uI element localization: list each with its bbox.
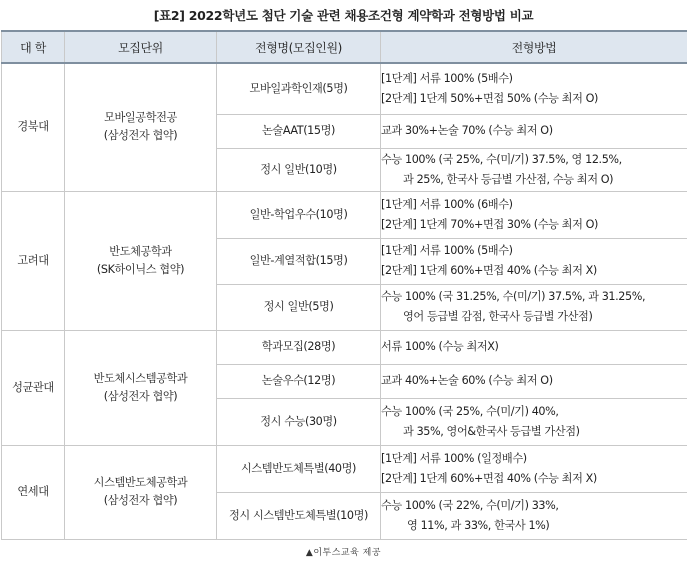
method-cell — [381, 364, 687, 398]
method-cell — [381, 63, 687, 114]
admission-cell: 모바일과학인재(5명) — [217, 63, 381, 114]
header-univ: 대 학 — [2, 31, 65, 63]
method-cell — [381, 492, 687, 539]
dept-name: 시스템반도체공학과 — [93, 476, 188, 489]
method-cell — [381, 398, 687, 445]
univ-cell: 고려대 — [2, 191, 65, 330]
method-line: [2단계] 1단계 60%+면접 40% (수능 최저 X) — [381, 264, 597, 277]
admission-cell: 정시 시스템반도체특별(10명) — [217, 492, 381, 539]
table-row — [2, 63, 687, 114]
method-line: [2단계] 1단계 60%+면접 40% (수능 최저 X) — [381, 471, 597, 485]
source-credit: ▲이투스교육 제공 — [305, 548, 382, 558]
method-cell — [381, 445, 687, 492]
dept-cell — [65, 63, 217, 191]
dept-name: 반도체공학과 — [109, 244, 172, 258]
header-admission: 전형명(모집인원) — [217, 31, 381, 63]
dept-cell — [65, 191, 217, 330]
dept-cell — [65, 330, 217, 445]
method-line: 수능 100% (국 31.25%, 수(미/기) 37.5%, 과 31.25%, — [381, 290, 646, 303]
comparison-table — [1, 30, 687, 540]
method-line: 서류 100% (수능 최저X) — [381, 340, 499, 353]
method-line: 과 25%, 한국사 등급별 가산점, 수능 최저 O) — [403, 172, 614, 186]
method-line: [1단계] 서류 100% (6배수) — [381, 197, 513, 211]
method-line: 교과 40%+논술 60% (수능 최저 O) — [381, 374, 553, 387]
dept-cell — [65, 445, 217, 539]
method-line: 과 35%, 영어&한국사 등급별 가산점) — [403, 424, 580, 438]
method-line: [2단계] 1단계 70%+면접 30% (수능 최저 O) — [381, 217, 599, 231]
method-cell — [381, 284, 687, 330]
header-method: 전형방법 — [381, 31, 687, 63]
method-line: [1단계] 서류 100% (5배수) — [381, 71, 513, 85]
dept-partner: (삼성전자 협약) — [103, 389, 178, 403]
admission-cell: 시스템반도체특별(40명) — [217, 445, 381, 492]
dept-name: 반도체시스템공학과 — [93, 371, 188, 385]
method-line: [1단계] 서류 100% (일정배수) — [381, 451, 527, 465]
table-row — [2, 445, 687, 492]
admission-cell: 학과모집(28명) — [217, 330, 381, 364]
method-line: 영어 등급별 감점, 한국사 등급별 가산점) — [403, 310, 593, 323]
method-cell — [381, 238, 687, 284]
univ-cell: 연세대 — [2, 445, 65, 539]
univ-cell: 경북대 — [2, 63, 65, 191]
method-line: 수능 100% (국 25%, 수(미/기) 37.5%, 영 12.5%, — [381, 152, 622, 166]
method-cell — [381, 114, 687, 148]
header-dept: 모집단위 — [65, 31, 217, 63]
admission-cell: 논술AAT(15명) — [217, 114, 381, 148]
method-line: 영 11%, 과 33%, 한국사 1%) — [407, 518, 550, 532]
admission-cell: 일반-학업우수(10명) — [217, 191, 381, 238]
method-line: [1단계] 서류 100% (5배수) — [381, 244, 513, 257]
dept-partner: (삼성전자 협약) — [103, 129, 178, 143]
method-line: 수능 100% (국 22%, 수(미/기) 33%, — [381, 498, 559, 512]
method-cell — [381, 330, 687, 364]
dept-partner: (삼성전자 협약) — [103, 494, 178, 507]
admission-cell: 정시 일반(5명) — [217, 284, 381, 330]
method-line: [2단계] 1단계 50%+면접 50% (수능 최저 O) — [381, 91, 599, 105]
table-row — [2, 191, 687, 238]
table-row — [2, 330, 687, 364]
univ-cell: 성균관대 — [2, 330, 65, 445]
table-title: [표2] 2022학년도 첨단 기술 관련 채용조건형 계약학과 전형방법 비교 — [153, 8, 534, 23]
method-cell — [381, 148, 687, 191]
admission-cell: 논술우수(12명) — [217, 364, 381, 398]
admission-cell: 정시 수능(30명) — [217, 398, 381, 445]
method-line: 수능 100% (국 25%, 수(미/기) 40%, — [381, 404, 559, 418]
admission-cell: 일반-계열적합(15명) — [217, 238, 381, 284]
dept-name: 모바일공학전공 — [104, 111, 177, 125]
header-row — [2, 31, 687, 63]
method-line: 교과 30%+논술 70% (수능 최저 O) — [381, 124, 553, 137]
admission-cell: 정시 일반(10명) — [217, 148, 381, 191]
method-cell — [381, 191, 687, 238]
dept-partner: (SK하이닉스 협약) — [96, 262, 185, 276]
